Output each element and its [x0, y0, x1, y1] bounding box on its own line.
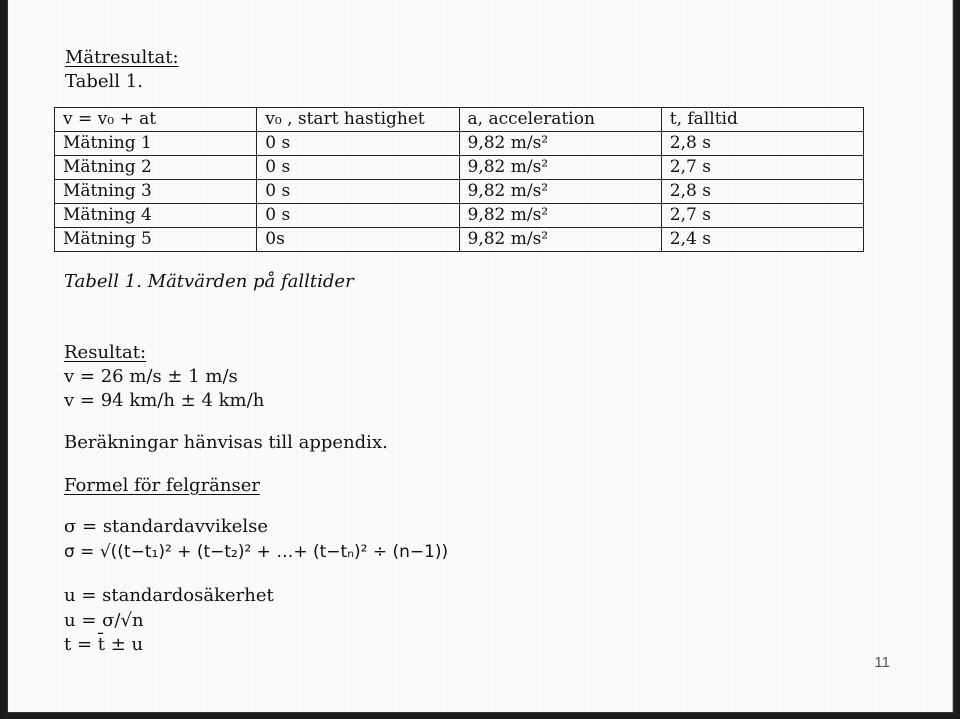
table-header-cell: a, acceleration [459, 108, 661, 132]
table-cell: Mätning 2 [55, 156, 257, 180]
table-cell: Mätning 1 [55, 132, 257, 156]
table-cell: 0s [257, 228, 459, 252]
table-cell: 0 s [257, 132, 459, 156]
result-line-ms: v = 26 m/s ± 1 m/s [64, 366, 238, 387]
table-row [55, 228, 864, 252]
table-cell: 0 s [257, 180, 459, 204]
table-cell: 9,82 m/s² [459, 228, 661, 252]
table-cell: 2,8 s [661, 180, 863, 204]
u-definition: u = standardosäkerhet [64, 585, 274, 606]
sigma-definition: σ = standardavvikelse [64, 516, 269, 537]
table-cell: Mätning 4 [55, 204, 257, 228]
t-formula: t = t̄ ± u [64, 634, 144, 655]
table-header-row [55, 108, 864, 132]
result-heading: Resultat: [64, 342, 147, 363]
table-row [55, 204, 864, 228]
table-header-cell: v = v₀ + at [55, 108, 257, 132]
table-cell: 9,82 m/s² [459, 204, 661, 228]
table-row [55, 180, 864, 204]
appendix-note: Beräkningar hänvisas till appendix. [64, 432, 388, 453]
table-cell: 0 s [257, 156, 459, 180]
formula-heading: Formel för felgränser [64, 475, 260, 496]
sigma-formula: σ = √((t−t₁)² + (t−t₂)² + …+ (t−tₙ)² ÷ (n−1)) [64, 542, 449, 562]
table-cell: Mätning 3 [55, 180, 257, 204]
result-line-kmh: v = 94 km/h ± 4 km/h [64, 390, 265, 411]
table-caption: Tabell 1. Mätvärden på falltider [64, 271, 354, 292]
table-cell: 2,7 s [661, 156, 863, 180]
table-title: Tabell 1. [65, 71, 143, 92]
table-header-cell: t, falltid [661, 108, 863, 132]
page-number: 11 [874, 654, 890, 671]
table-cell: Mätning 5 [55, 228, 257, 252]
table-cell: 0 s [257, 204, 459, 228]
table-row [55, 156, 864, 180]
table-cell: 9,82 m/s² [459, 132, 661, 156]
table-cell: 9,82 m/s² [459, 180, 661, 204]
slide [8, 0, 953, 712]
u-formula: u = σ/√n [64, 610, 144, 631]
scanned-document [8, 0, 952, 712]
table-cell: 2,8 s [661, 132, 863, 156]
table-cell: 2,4 s [661, 228, 863, 252]
table-row [55, 132, 864, 156]
measurement-heading: Mätresultat: [65, 47, 179, 68]
table-cell: 9,82 m/s² [459, 156, 661, 180]
measurement-table [54, 107, 864, 252]
table-header-cell: v₀ , start hastighet [257, 108, 459, 132]
table-cell: 2,7 s [661, 204, 863, 228]
